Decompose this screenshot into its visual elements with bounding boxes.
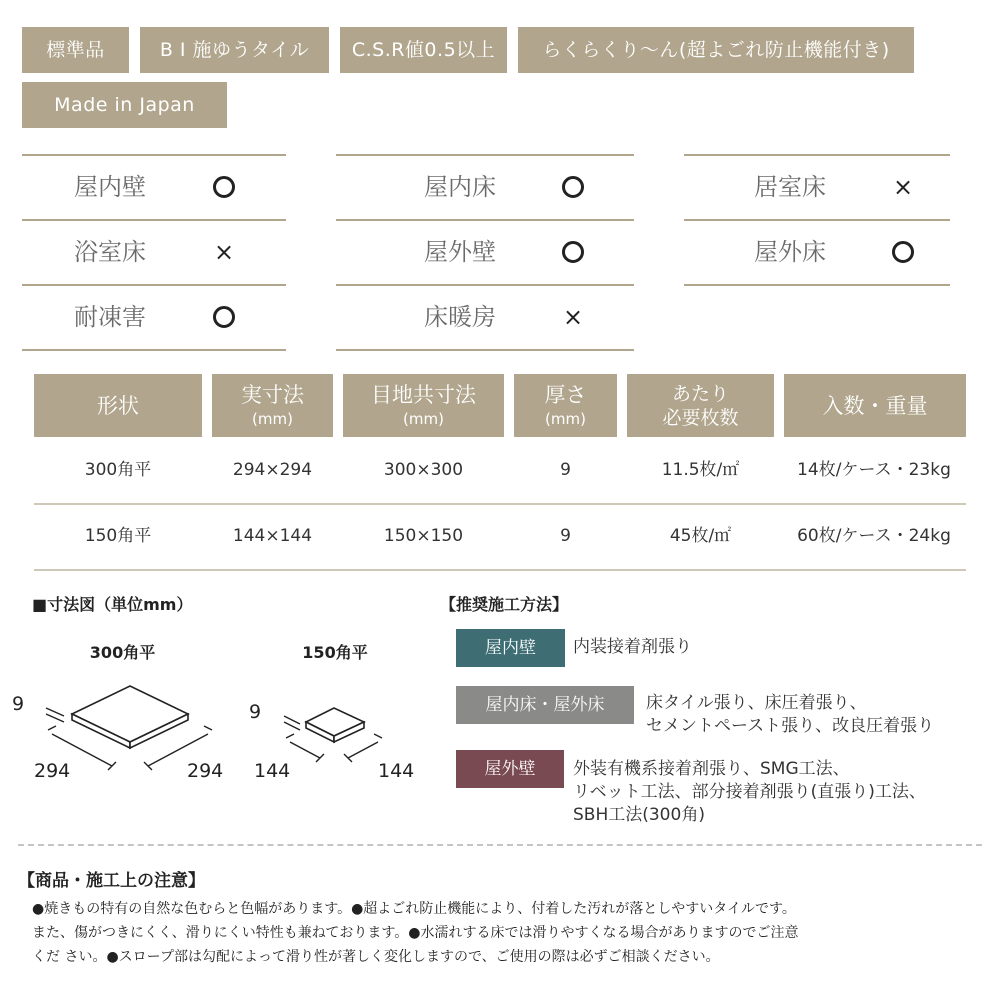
header-shape (34, 374, 202, 437)
cell-joint-size: 300×300 (383, 460, 464, 480)
circle-mark-icon (562, 241, 584, 263)
cross-mark-icon: × (213, 238, 235, 266)
circle-mark-icon (213, 176, 235, 198)
method-text-outdoor-wall: 外装有機系接着剤張り、SMG工法、 リベット工法、部分接着剤張り(直張り)工法、 SBH工法(300角) (573, 759, 926, 825)
suit-mark-indoor-floor (553, 155, 593, 219)
tag-made-in-japan: Made in Japan (22, 82, 227, 128)
note-line: くだ さい。●スロープ部は勾配によって滑り性が著しく変化しますので、ご使用の際は必ずご相談ください。 (32, 949, 720, 965)
cell-thickness: 9 (560, 526, 571, 546)
header-label: 厚さ (544, 382, 587, 407)
cell-quantity-weight: 14枚/ケース・23kg (797, 460, 951, 480)
divider (336, 349, 634, 351)
suit-label-outdoor-wall: 屋外壁 (424, 238, 496, 266)
header-unit: (mm) (545, 409, 586, 428)
diagram-name-300: 300角平 (89, 643, 156, 662)
suit-label-indoor-floor: 屋内床 (424, 173, 496, 201)
suit-label-bathroom-floor: 浴室床 (74, 238, 146, 266)
cross-mark-icon: × (562, 303, 584, 331)
cell-joint-size: 150×150 (383, 526, 464, 546)
suit-mark-bathroom-floor (204, 220, 244, 284)
dimension-title: ■寸法図（単位mm） (32, 595, 193, 614)
dim-300-width: 294 (34, 760, 71, 782)
header-thickness (514, 374, 617, 437)
header-unit: (mm) (403, 409, 444, 428)
dim-line (316, 754, 324, 762)
header-actual-size (212, 374, 333, 437)
circle-mark-icon (892, 241, 914, 263)
header-label: 必要枚数 (662, 406, 739, 429)
suit-mark-frost-resistance (204, 285, 244, 349)
dim-line (48, 726, 56, 730)
header-label: 形状 (97, 393, 139, 418)
cell-shape: 150角平 (84, 526, 152, 546)
tag-standard: 標準品 (22, 27, 129, 73)
circle-mark-icon (562, 176, 584, 198)
suit-label-living-floor: 居室床 (754, 173, 826, 201)
dim-line (108, 762, 116, 770)
tag-easy-clean: らくらくり〜ん(超よごれ防止機能付き) (518, 27, 914, 73)
suit-mark-outdoor-floor (883, 220, 923, 284)
dim-line (374, 734, 382, 738)
header-quantity-weight (784, 374, 966, 437)
note-line: ●焼きもの特有の自然な色むらと色幅があります。●超よごれ防止機能により、付着した汚れが落としやすいタイルです。 (32, 901, 796, 917)
method-text-indoor-wall: 内装接着剤張り (573, 637, 692, 657)
dim-line (204, 726, 212, 730)
dim-line (144, 762, 152, 770)
divider (684, 284, 950, 286)
circle-mark-icon (213, 306, 235, 328)
suit-label-outdoor-floor: 屋外床 (754, 238, 826, 266)
suit-mark-floor-heating (553, 285, 593, 349)
dim-300-depth: 294 (187, 760, 224, 782)
methods-title: 【推奨施工方法】 (440, 595, 569, 614)
dim-line (348, 742, 378, 758)
header-label: あたり (671, 382, 729, 405)
cell-shape: 300角平 (84, 460, 152, 480)
header-joint-size (343, 374, 504, 437)
suit-mark-indoor-wall (204, 155, 244, 219)
method-badge-floor: 屋内床・屋外床 (456, 686, 634, 724)
suit-label-frost-resistance: 耐凍害 (74, 303, 146, 331)
header-label: 目地共寸法 (371, 382, 476, 407)
notes-title: 【商品・施工上の注意】 (18, 871, 205, 891)
header-label: 実寸法 (241, 382, 304, 407)
header-pieces-per-m2 (627, 374, 774, 437)
suit-mark-living-floor (883, 155, 923, 219)
cell-pieces: 11.5枚/㎡ (661, 460, 740, 480)
suit-mark-outdoor-wall (553, 220, 593, 284)
tag-csr: C.S.R値0.5以上 (340, 27, 507, 73)
suit-label-indoor-wall: 屋内壁 (74, 173, 146, 201)
dim-line (286, 734, 294, 738)
cell-thickness: 9 (560, 460, 571, 480)
dim-line (344, 754, 352, 762)
dim-150-depth: 144 (378, 760, 415, 782)
header-unit: (mm) (252, 409, 293, 428)
divider (34, 569, 966, 571)
tag-glazed-tile: B I 施ゆうタイル (140, 27, 329, 73)
method-badge-outdoor-wall: 屋外壁 (456, 750, 564, 788)
tile-300-top (72, 686, 188, 742)
dim-150-thickness: 9 (249, 701, 262, 723)
dim-300-thickness: 9 (12, 693, 25, 715)
method-text-floor: 床タイル張り、床圧着張り、 セメントペースト張り、改良圧着張り (646, 693, 935, 736)
dim-line (290, 742, 320, 758)
dim-150-width: 144 (254, 760, 291, 782)
divider (22, 349, 286, 351)
cell-quantity-weight: 60枚/ケース・24kg (797, 526, 951, 546)
header-label: 入数・重量 (822, 393, 928, 418)
cross-mark-icon: × (892, 173, 914, 201)
method-badge-indoor-wall: 屋内壁 (456, 629, 565, 667)
diagram-name-150: 150角平 (302, 643, 368, 662)
note-line: また、傷がつきにくく、滑りにくい特性も兼ねております。●水濡れする床では滑りやすくなる場合がありますのでご注意 (32, 925, 799, 941)
suit-label-floor-heating: 床暖房 (424, 303, 496, 331)
cell-pieces: 45枚/㎡ (669, 526, 732, 546)
dashed-divider (18, 844, 982, 846)
cell-actual-size: 144×144 (232, 526, 313, 546)
cell-actual-size: 294×294 (232, 460, 313, 480)
